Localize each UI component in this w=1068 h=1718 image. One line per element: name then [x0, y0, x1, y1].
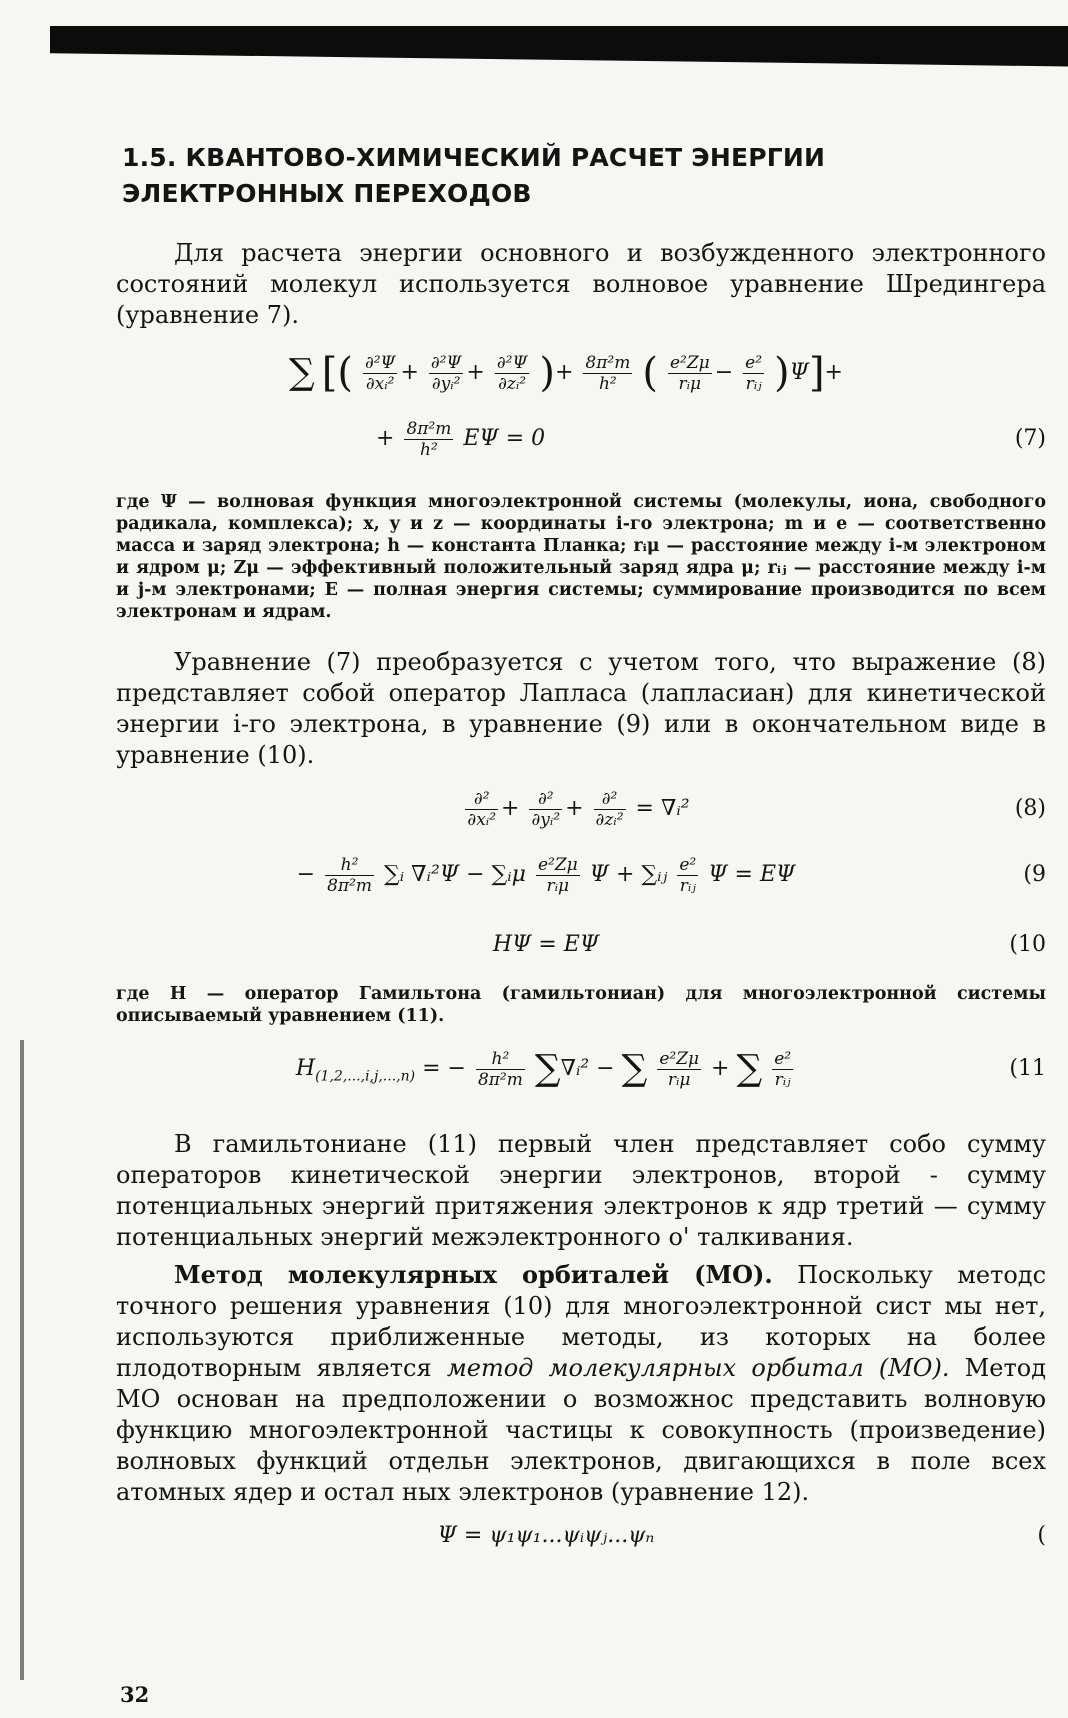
paragraph-mo-method: Метод молекулярных орбиталей (МО). Поскольку методс точного решения уравнения (10) для многоэлектронной сист мы нет, используются приближенные методы, из которых на более плодотворным является метод молекулярных орбитал (МО). Метод МО основан на предположении о возможнос представить волновую функцию многоэлектронной частицы к совокупность (произведение) волновых функций отдельн электронов, двигающихся в поле всех атомных ядер и остал ных электронов (уравнение 12). [116, 1260, 1047, 1506]
heading-line-2: ЭЛЕКТРОННЫХ ПЕРЕХОДОВ [122, 179, 532, 208]
equation-7-line-1: ∑ [( $\frac{\text{∂²Ψ}}{\text{∂xᵢ²}}$ + $\frac{\text{∂²Ψ}}{\text{∂yᵢ²}}$ + $\frac{\text{∂²Ψ}}{\text{∂zᵢ²}}$ )+ $\frac{\text{8π²m}}{\text{h²}}$ ( $\frac{\text{e²Zμ}}{\text{rᵢμ}}$ − $\frac{\text{e²}}{\text{rᵢⱼ}}$ )Ψ]+ [289, 350, 843, 396]
mo-method-italic: метод молекулярных орбитал (МО). [446, 1354, 950, 1382]
equation-11-number: (11 [1009, 1056, 1046, 1081]
equation-12-number: ( [1037, 1523, 1046, 1548]
heading-line-1: 1.5. КВАНТОВО-ХИМИЧЕСКИЙ РАСЧЕТ ЭНЕРГИИ [122, 143, 826, 172]
equation-8: $\frac{\text{∂²}}{\text{∂xᵢ²}}$ + $\frac{\text{∂²}}{\text{∂yᵢ²}}$ + $\frac{\text{∂²}}{\text{∂zᵢ²}}$ = ∇ᵢ² (8) [116, 781, 1046, 841]
intro-paragraph: Для расчета энергии основного и возбужденного электронного состояний молекул используется волновое уравнение Шредингера (уравнение 7). [116, 239, 1046, 329]
section-heading [122, 140, 1046, 212]
equation-11: $H_{(1,2,...,i,j,...,n)}$ = − $\frac{\text{h²}}{\text{8π²m}}$ ∑∇ᵢ² − ∑ $\frac{\text{e²Zμ}}{\text{rᵢμ}}$ + ∑ $\frac{\text{e²}}{\text{rᵢⱼ}}$ (11 [116, 1041, 1046, 1111]
eq7-tail: EΨ = 0 [463, 426, 546, 451]
definitions-paragraph-2: где H — оператор Гамильтона (гамильтониан) для многоэлектронной системы описываемый уравнением (11). [116, 984, 1046, 1026]
equation-7-line-2: + $\frac{\text{8π²m}}{\text{h²}}$ EΨ = 0 (7) [116, 411, 1046, 471]
equation-10: HΨ = EΨ (10 [116, 923, 1046, 967]
equation-12: Ψ = ψ₁ψ₁...ψᵢψⱼ...ψₙ ( [116, 1514, 1046, 1558]
scan-left-edge [20, 1040, 24, 1680]
scan-top-bar [50, 26, 1068, 70]
frac-dz: $\frac{\text{∂²Ψ}}{\text{∂zᵢ²}}$ [496, 352, 528, 394]
frac-coef: $\frac{\text{8π²m}}{\text{h²}}$ [585, 352, 631, 394]
paragraph-hamiltonian: В гамильтониане (11) первый член представляет собо сумму операторов кинетической энергии электронов, второй - сумму потенциальных энергий притяжения электронов к ядр третий — сумму потенциальных энергий межэлектронного о' талкивания. [116, 1130, 1046, 1251]
page-content [116, 140, 1046, 1564]
frac-dy: $\frac{\text{∂²Ψ}}{\text{∂yᵢ²}}$ [430, 352, 462, 394]
equation-9: − $\frac{\text{h²}}{\text{8π²m}}$ ∑ᵢ ∇ᵢ²Ψ − ∑ᵢμ $\frac{\text{e²Zμ}}{\text{rᵢμ}}$ Ψ + ∑ᵢⱼ $\frac{\text{e²}}{\text{rᵢⱼ}}$ Ψ = EΨ (9 [116, 847, 1046, 917]
page-number: 32 [120, 1682, 150, 1707]
definitions-paragraph-1: где Ψ — волновая функция многоэлектронной системы (молекулы, иона, свободного радикала, комплекса); x, y и z — координаты i-го электрона; m и e — соответственно масса и заряд электрона; h — константа Планка; rᵢμ — расстояние между i-м электроном и ядром μ; Zμ — эффективный положительный заряд ядра μ; rᵢⱼ — расстояние между i-м и j-м электронами; E — полная энергия системы; суммирование производится по всем электронам и ядрам. [116, 492, 1046, 622]
frac-dx: $\frac{\text{∂²Ψ}}{\text{∂xᵢ²}}$ [364, 352, 396, 394]
equation-7-number: (7) [1014, 426, 1046, 451]
frac-coef-2: $\frac{\text{8π²m}}{\text{h²}}$ [406, 418, 452, 460]
frac-e2: $\frac{\text{e²}}{\text{rᵢⱼ}}$ [745, 352, 763, 394]
mo-method-title: Метод молекулярных орбиталей (МО). [174, 1260, 773, 1289]
sum-symbol: ∑ [289, 352, 315, 393]
equation-10-number: (10 [1009, 932, 1046, 957]
paragraph-laplacian: Уравнение (7) преобразуется с учетом того, что выражение (8) представляет собой оператор Лапласа (лапласиан) для кинетической энергии i-го электрона, в уравнение (9) или в окончательном виде в уравнение (10). [116, 648, 1046, 769]
frac-ez: $\frac{\text{e²Zμ}}{\text{rᵢμ}}$ [669, 352, 710, 394]
equation-8-number: (8) [1014, 796, 1046, 821]
equation-9-number: (9 [1023, 862, 1046, 887]
